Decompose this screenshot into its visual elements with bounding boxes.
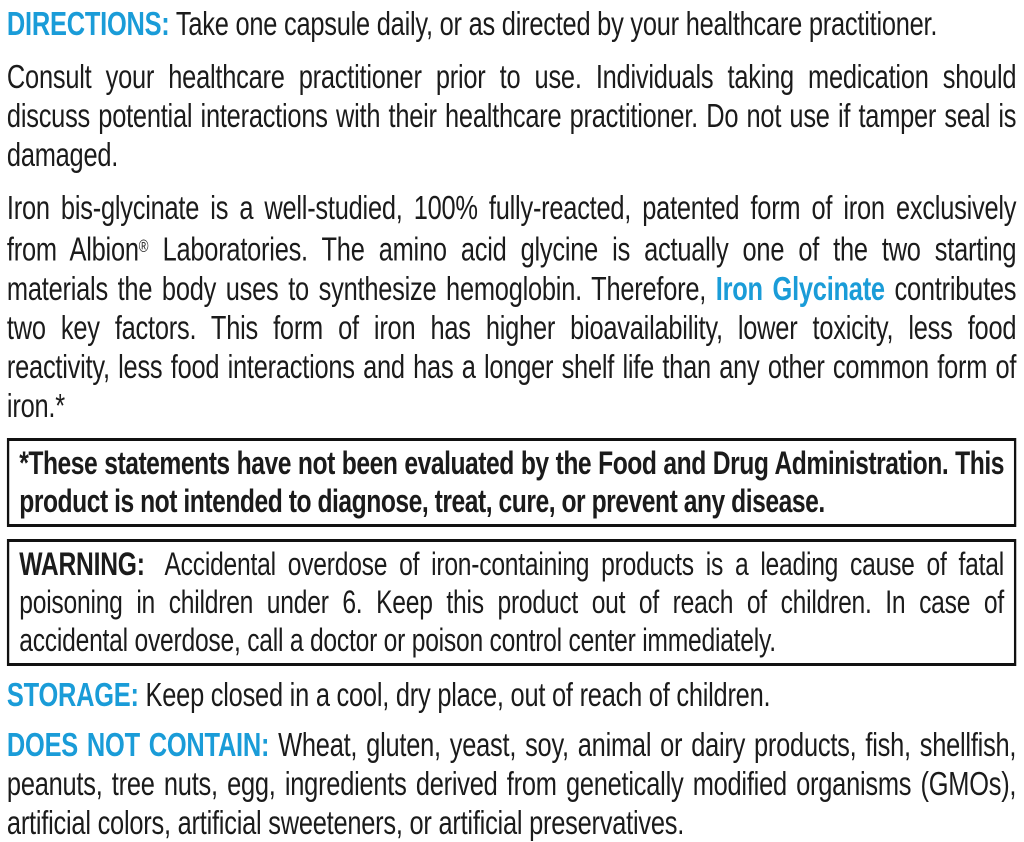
does-not-contain-paragraph (7, 725, 1016, 842)
storage-heading: STORAGE: (6, 675, 139, 713)
warning-box (7, 539, 1016, 666)
iron-description-paragraph (7, 188, 1016, 425)
consult-advisory-text: Consult your healthcare practitioner prior to use. Individuals taking medication should discuss potential interactions with their healthcare practitioner. Do not use if tamper seal is damaged. (6, 58, 1017, 173)
fda-disclaimer-text: *These statements have not been evaluated by the Food and Drug Administration. This product is not intended to diagnose, treat, cure, or prevent any disease. (19, 444, 1004, 519)
does-not-contain-text: Wheat, gluten, yeast, soy, animal or dairy products, fish, shellfish, peanuts, tree nuts, egg, ingredients derived from genetically modified organisms (GMOs), artificial colors, artificial sweeteners, or artificial preservatives. (6, 725, 1017, 841)
directions-text: Take one capsule daily, or as directed by your healthcare practitioner. (175, 5, 938, 42)
does-not-contain-heading: DOES NOT CONTAIN: (6, 725, 270, 763)
directions-heading: DIRECTIONS: (6, 5, 170, 42)
directions-paragraph (7, 4, 1016, 43)
iron-glycinate-highlight: Iron Glycinate (715, 269, 885, 307)
iron-description-text-1: Iron bis-glycinate is a well-studied, 100% fully-reacted, patented form of iron exclusively from Albion (6, 189, 1017, 268)
storage-paragraph (7, 675, 1016, 714)
registered-trademark-symbol: ® (138, 236, 149, 256)
fda-disclaimer-box (7, 438, 1016, 527)
iron-description-text-2: Laboratories. The amino acid glycine is actually one of the two starting materials the body uses to synthesize hemoglobin. Therefore, (6, 230, 1017, 307)
warning-heading: WARNING: (19, 545, 145, 582)
iron-description-text-3: contributes two key factors. This form of iron has higher bioavailability, lower toxicity, less food reactivity, less food interactions and has a longer shelf life than any other common form of iron.* (6, 269, 1017, 424)
consult-advisory-paragraph (7, 57, 1016, 174)
storage-text: Keep closed in a cool, dry place, out of reach of children. (145, 675, 771, 713)
warning-text: Accidental overdose of iron-containing products is a leading cause of fatal poisoning in children under 6. Keep this product out of reach of children. In case of accidental overdose, call a doctor or poison control center immediately. (19, 545, 1004, 658)
